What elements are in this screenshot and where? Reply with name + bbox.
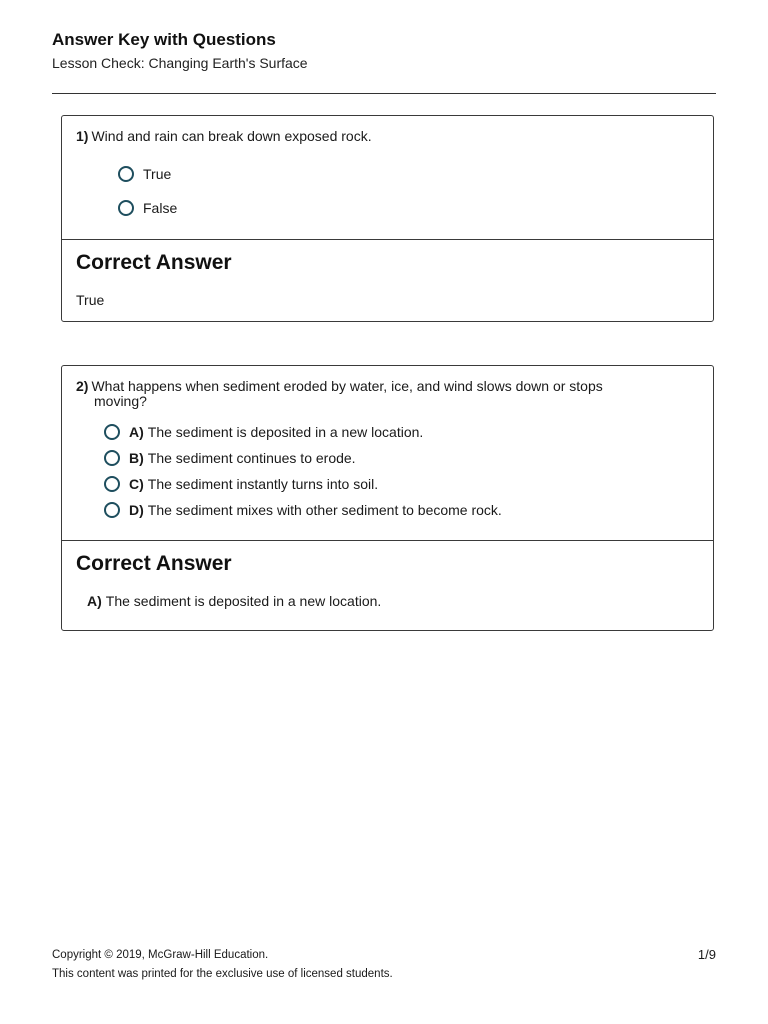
radio-button-icon[interactable]: [118, 166, 134, 182]
option-label: True: [143, 166, 172, 182]
option-label: The sediment mixes with other sediment to become rock.: [147, 502, 502, 518]
answer-letter: A): [87, 593, 102, 609]
question-card-2: [61, 365, 714, 631]
option-d[interactable]: [104, 501, 502, 519]
option-false[interactable]: [118, 199, 177, 217]
question-prompt: Wind and rain can break down exposed rock.: [91, 128, 372, 144]
option-label: The sediment continues to erode.: [147, 450, 356, 466]
option-a[interactable]: [104, 423, 423, 441]
option-letter: D): [129, 502, 144, 518]
radio-button-icon[interactable]: [104, 424, 120, 440]
radio-button-icon[interactable]: [104, 476, 120, 492]
radio-button-icon[interactable]: [104, 450, 120, 466]
question-prompt-line-1: What happens when sediment eroded by water, ice, and wind slows down or stops: [91, 378, 603, 394]
option-letter: C): [129, 476, 144, 492]
license-notice: This content was printed for the exclusive use of licensed students.: [52, 968, 393, 980]
correct-answer-value: [87, 592, 381, 610]
correct-answer-heading: Correct Answer: [76, 552, 232, 575]
question-prompt-line-2: moving?: [94, 393, 147, 409]
answer-divider: [62, 239, 713, 240]
correct-answer-value: True: [76, 292, 105, 308]
document-title: Answer Key with Questions: [52, 30, 276, 49]
question-number: 2): [76, 378, 89, 394]
radio-button-icon[interactable]: [118, 200, 134, 216]
question-number: 1): [76, 128, 89, 144]
option-label: The sediment instantly turns into soil.: [147, 476, 379, 492]
option-label: The sediment is deposited in a new location.: [147, 424, 424, 440]
answer-text: The sediment is deposited in a new location.: [105, 593, 382, 609]
option-letter: B): [129, 450, 144, 466]
radio-button-icon[interactable]: [104, 502, 120, 518]
question-card-1: [61, 115, 714, 322]
answer-divider: [62, 540, 713, 541]
document-header: [52, 29, 716, 73]
header-divider: [52, 93, 716, 94]
option-label: False: [143, 200, 178, 216]
page-number: 1/9: [697, 947, 716, 962]
question-text: [76, 129, 673, 144]
document-subtitle: Lesson Check: Changing Earth's Surface: [52, 55, 308, 71]
page-footer: [52, 947, 716, 982]
correct-answer-heading: Correct Answer: [76, 251, 232, 274]
option-c[interactable]: [104, 475, 378, 493]
copyright-text: Copyright © 2019, McGraw-Hill Education.: [52, 949, 269, 961]
option-b[interactable]: [104, 449, 356, 467]
option-letter: A): [129, 424, 144, 440]
question-text: [76, 379, 673, 409]
option-true[interactable]: [118, 165, 171, 183]
